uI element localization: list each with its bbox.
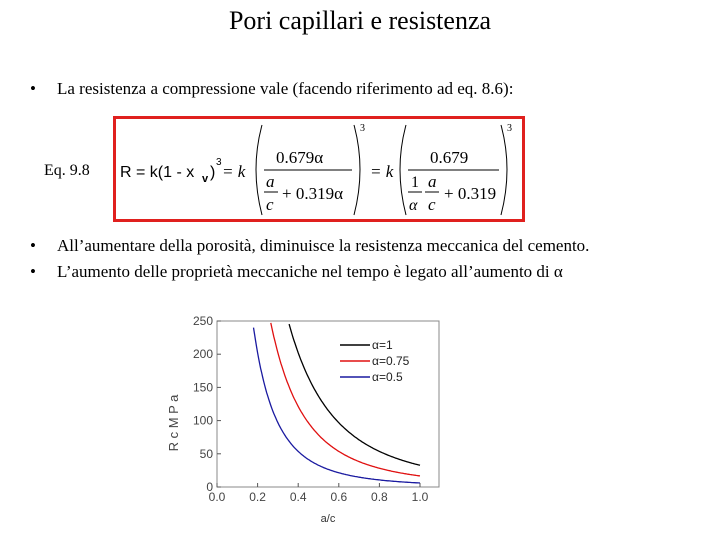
legend-label: α=0.75 [372,354,410,368]
equation-formula [116,119,522,219]
bullet-text: L’aumento delle proprietà meccaniche nel tempo è legato all’aumento di α [57,262,563,281]
slide-title: Pori capillari e resistenza [228,6,492,35]
paren-left-2 [400,125,406,215]
eq-lhs-close: ) [210,164,216,181]
bullet-marker: • [30,79,36,98]
x-tick-label: 0.2 [249,490,266,504]
eq-den1-a: a [266,172,275,191]
eq-num-2: 0.679 [430,148,469,167]
eq-den2-c: c [428,195,436,214]
y-tick-label: 50 [199,446,213,461]
y-tick-label: 150 [192,380,213,395]
eq-den2-tail: + 0.319 [444,184,497,203]
eq-equals-1: = k [222,162,246,181]
bullet-text: La resistenza a compressione vale (facendo riferimento ad eq. 8.6): [57,79,514,98]
x-tick-label: 0.0 [208,490,226,504]
bullet-marker: • [30,236,36,255]
x-tick-label: 0.4 [289,490,307,504]
legend-label: α=0.5 [372,370,403,384]
eq-den1-tail: + 0.319α [282,184,343,203]
eq-lhs: R = k(1 - x [120,164,195,181]
bullet-marker: • [30,262,36,281]
eq-den2-one: 1 [411,174,419,191]
legend-label: α=1 [372,338,393,352]
bullet-text: All’aumentare della porosità, diminuisce la resistenza meccanica del cemento. [57,236,590,255]
eq-lhs-sub: v [202,173,209,185]
plot-frame [217,321,439,487]
y-tick-label: 100 [192,413,213,428]
series-line [271,323,420,476]
y-tick-label: 0 [206,480,213,494]
equation-box [113,116,525,222]
paren-right-2 [501,125,507,215]
eq-num-1: 0.679α [276,148,324,167]
x-tick-label: 1.0 [411,490,429,504]
y-axis-label: R c M P a [166,394,181,452]
y-tick-label: 200 [192,347,213,362]
series-line [254,328,421,483]
equation-label: Eq. 9.8 [44,162,90,179]
eq-lhs-exp: 3 [216,157,222,168]
eq-exp-2: 3 [507,123,512,134]
x-axis-label: a/c [320,513,336,525]
x-tick-label: 0.8 [371,490,388,504]
paren-right-1 [354,125,360,215]
eq-equals-2: = k [370,162,394,181]
eq-den2-alpha: α [409,197,418,214]
y-tick-label: 250 [192,314,213,328]
eq-den2-a: a [428,172,437,191]
x-tick-label: 0.6 [330,490,348,504]
paren-left-1 [256,125,262,215]
eq-exp-1: 3 [360,123,365,134]
strength-vs-wc-chart [160,305,460,535]
eq-den1-c: c [266,195,274,214]
